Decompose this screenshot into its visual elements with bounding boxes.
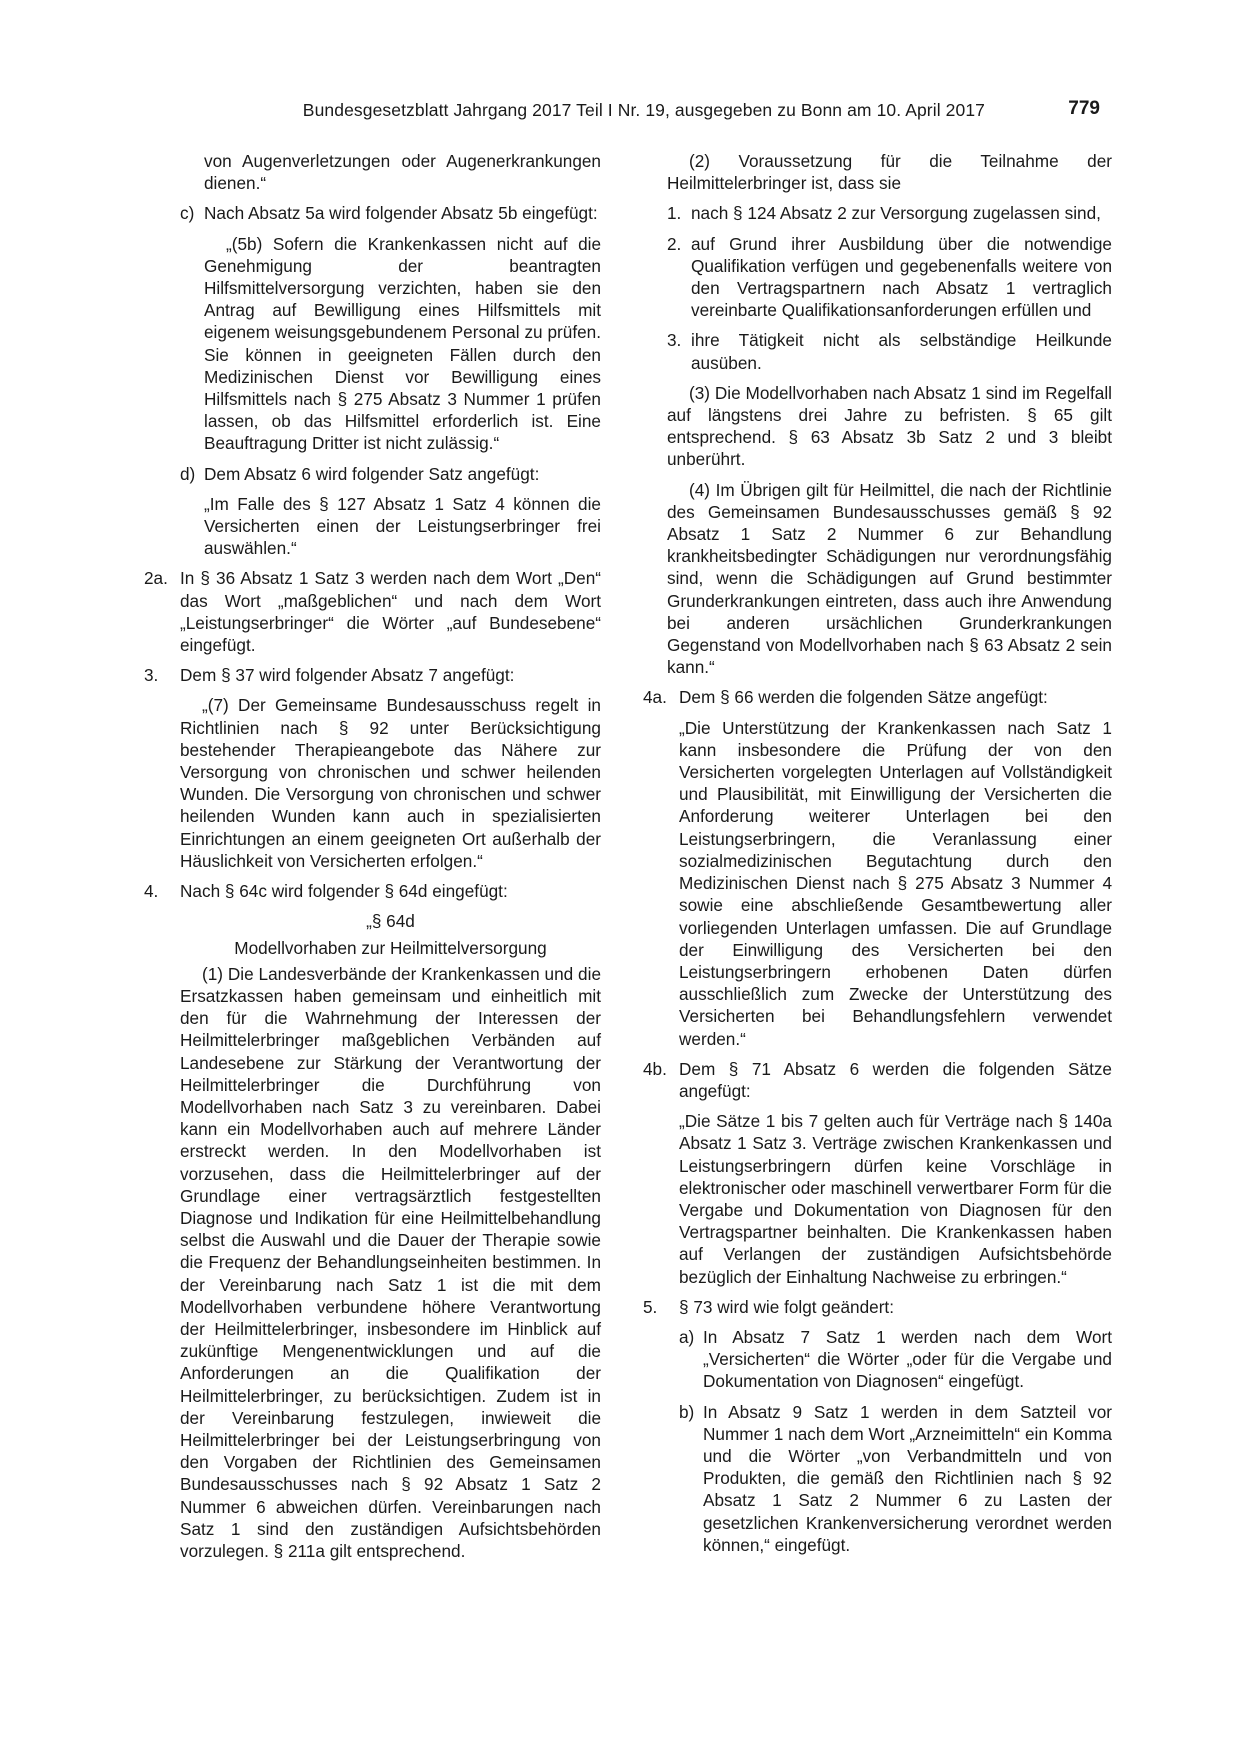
- list-item-a: [679, 1326, 1112, 1393]
- list-item-1: [667, 202, 1112, 224]
- page-number: 779: [1068, 98, 1100, 119]
- list-item-d: [180, 463, 601, 485]
- quoted-paragraph: „(5b) Sofern die Krankenkassen nicht auf die Genehmigung der beantragten Hilfsmittelversorgung verzichten, haben sie den Antrag auf Bewilligung eines Hilfsmittels mit eigenem weisungsgebundenem Personal zu prüfen. Sie können in geeigneten Fällen durch den Medizinischen Dienst vor Bewilligung eines Hilfsmittels nach § 275 Absatz 3 Nummer 1 prüfen lassen, ob das Hilfsmittel erforderlich ist. Eine Beauftragung Dritter ist nicht zulässig.“: [204, 233, 601, 454]
- list-text: Dem § 37 wird folgender Absatz 7 angefügt:: [180, 665, 515, 686]
- list-text: Nach Absatz 5a wird folgender Absatz 5b eingefügt:: [204, 203, 598, 224]
- section-number: „§ 64d: [366, 911, 415, 932]
- paragraph-2-intro: (2) Voraussetzung für die Teilnahme der Heilmittelerbringer ist, dass sie: [667, 151, 1112, 194]
- list-item-4: [144, 880, 601, 902]
- quoted-paragraph: „(7) Der Gemeinsame Bundesausschuss regelt in Richtlinien nach § 92 unter Berücksichtigung bestehender Therapieangebote das Nähere zur Versorgung von chronischen und schwer heilenden Wunden. Die Versorgung von chronischen und schwer heilenden Wunden kann auch in spezialisierten Einrichtungen an einem geeigneten Ort außerhalb der Häuslichkeit von Versicherten erfolgen.“: [180, 695, 601, 871]
- list-label: 1.: [667, 203, 682, 224]
- quoted-paragraph: „Im Falle des § 127 Absatz 1 Satz 4 können die Versicherten einen der Leistungserbringer frei auswählen.“: [204, 493, 601, 559]
- list-text: In Absatz 7 Satz 1 werden nach dem Wort „Versicherten“ die Wörter „oder für die Vergabe und Dokumentation von Diagnosen“ eingefügt.: [703, 1326, 1112, 1392]
- right-column: [643, 150, 1112, 1564]
- left-column: [144, 150, 601, 1570]
- paragraph-4: (4) Im Übrigen gilt für Heilmittel, die nach der Richtlinie des Gemeinsamen Bundesausschusses gemäß § 92 Absatz 1 Satz 2 Nummer 6 zur Behandlung krankheitsbedingter Schädigungen nur verordnungsfähig sind, wenn die Schädigungen auf Grund bestimmter Grunderkrankungen eintreten, dass auch ihre Anwendung bei anderen ursächlichen Grunderkrankungen Gegenstand von Modellvorhaben nach § 63 Absatz 2 sein kann.“: [667, 479, 1112, 678]
- list-item-3: [667, 329, 1112, 373]
- list-text: In § 36 Absatz 1 Satz 3 werden nach dem Wort „Den“ das Wort „maßgeblichen“ und nach dem Wort „Leistungserbringer“ die Wörter „auf Bundesebene“ eingefügt.: [180, 568, 601, 656]
- list-label: c): [180, 203, 195, 224]
- list-label: 4.: [144, 881, 159, 902]
- list-label: d): [180, 463, 196, 484]
- list-text: ihre Tätigkeit nicht als selbständige Heilkunde ausüben.: [691, 330, 1112, 373]
- list-label: 3.: [144, 665, 159, 686]
- list-text: Dem § 66 werden die folgenden Sätze angefügt:: [679, 687, 1048, 708]
- section-title: Modellvorhaben zur Heilmittelversorgung: [234, 937, 547, 958]
- list-label: 2.: [667, 233, 682, 254]
- list-label: 4a.: [643, 687, 667, 708]
- paragraph: von Augenverletzungen oder Augenerkrankungen dienen.“: [204, 151, 601, 194]
- list-text: Dem § 71 Absatz 6 werden die folgenden Sätze angefügt:: [679, 1058, 1112, 1101]
- header-title: Bundesgesetzblatt Jahrgang 2017 Teil I Nr. 19, ausgegeben zu Bonn am 10. April 2017: [302, 100, 985, 120]
- list-text: Nach § 64c wird folgender § 64d eingefügt:: [180, 881, 508, 902]
- section-paragraph-1: (1) Die Landesverbände der Krankenkassen und die Ersatzkassen haben gemeinsam und einheitlich mit den für die Wahrnehmung der Interessen der Heilmittelerbringer maßgeblichen Verbänden auf Landesebene zur Stärkung der Verantwortung der Heilmittelerbringer die Durchführung von Modellvorhaben nach Satz 3 zu vereinbaren. Dabei kann ein Modellvorhaben auch auf mehrere Länder erstreckt werden. In den Modellvorhaben ist vorzusehen, dass die Heilmittelerbringer auf der Grundlage einer vertragsärztlich festgestellten Diagnose und Indikation für eine Heilmittelbehandlung selbst die Auswahl und die Dauer der Therapie sowie die Frequenz der Behandlungseinheiten bestimmen. In der Vereinbarung nach Satz 1 ist die mit dem Modellvorhaben verbundene höhere Verantwortung der Heilmittelerbringer, insbesondere im Hinblick auf zukünftige Mengenentwicklungen und auf die Anforderungen an die Qualifikation der Heilmittelerbringer, zu berücksichtigen. Zudem ist in der Vereinbarung festzulegen, inwieweit die Heilmittelerbringer bei der Leistungserbringung von den Vorgaben der Richtlinien des Gemeinsamen Bundesausschusses nach § 92 Absatz 1 Satz 2 Nummer 6 abweichen dürfen. Vereinbarungen nach Satz 1 sind den zuständigen Aufsichtsbehörden vorzulegen. § 211a gilt entsprechend.: [180, 963, 601, 1561]
- running-header: [140, 98, 1100, 128]
- paragraph-3: (3) Die Modellvorhaben nach Absatz 1 sind im Regelfall auf längstens drei Jahre zu befristen. § 65 gilt entsprechend. § 63 Absatz 3b Satz 2 und 3 bleibt unberührt.: [667, 382, 1112, 470]
- list-label: 4b.: [643, 1058, 667, 1079]
- list-item-2a: [144, 567, 601, 656]
- list-text: § 73 wird wie folgt geändert:: [679, 1296, 894, 1317]
- list-label: 3.: [667, 330, 682, 351]
- list-label: b): [679, 1401, 695, 1422]
- list-item-4b: [643, 1058, 1112, 1102]
- list-label: 2a.: [144, 568, 168, 589]
- list-item-3: [144, 664, 601, 686]
- list-label: a): [679, 1326, 695, 1347]
- list-text: nach § 124 Absatz 2 zur Versorgung zugelassen sind,: [691, 203, 1101, 224]
- list-text: In Absatz 9 Satz 1 werden in dem Satzteil vor Nummer 1 nach dem Wort „Arzneimitteln“ ein Komma und die Wörter „von Verbandmitteln und von Produkten, die gemäß den Richtlinien nach § 92 Absatz 1 Satz 2 Nummer 6 zu Lasten der gesetzlichen Krankenversicherung verordnet werden können,“ eingefügt.: [703, 1401, 1112, 1555]
- list-item-5: [643, 1296, 1112, 1318]
- list-text: auf Grund ihrer Ausbildung über die notwendige Qualifikation verfügen und gegebenenfalls weitere von den Vertragspartnern nach Absatz 1 vertraglich vereinbarte Qualifikationsanforderungen erfüllen und: [691, 233, 1112, 321]
- list-item-2: [667, 233, 1112, 322]
- list-item-c: [180, 202, 601, 224]
- list-item-b: [679, 1401, 1112, 1556]
- list-item-4a: [643, 686, 1112, 708]
- quoted-paragraph: „Die Unterstützung der Krankenkassen nach Satz 1 kann insbesondere die Prüfung der von den Versicherten vorgelegten Unterlagen auf Vollständigkeit und Plausibilität, mit Einwilligung der Versicherten die Anforderung weiterer Unterlagen bei den Leistungserbringern, die Veranlassung einer sozialmedizinischen Begutachtung durch den Medizinischen Dienst nach § 275 Absatz 3 Nummer 4 sowie eine abschließende Gesamtbewertung aller vorliegenden Unterlagen umfassen. Die auf Grundlage der Einwilligung des Versicherten bei den Leistungserbringern erhobenen Daten dürfen ausschließlich zum Zwecke der Unterstützung des Versicherten bei Behandlungsfehlern verwendet werden.“: [679, 717, 1112, 1049]
- list-text: Dem Absatz 6 wird folgender Satz angefügt:: [204, 463, 540, 484]
- quoted-paragraph: „Die Sätze 1 bis 7 gelten auch für Verträge nach § 140a Absatz 1 Satz 3. Verträge zwischen Krankenkassen und Leistungserbringern dürfen keine Vorschläge in elektronischer oder maschinell verwertbarer Form für die Vergabe und Dokumentation von Diagnosen für den Vertragspartner beinhalten. Die Krankenkassen haben auf Verlangen der zuständigen Aufsichtsbehörde bezüglich der Einhaltung Nachweise zu erbringen.“: [679, 1111, 1112, 1287]
- list-label: 5.: [643, 1296, 658, 1317]
